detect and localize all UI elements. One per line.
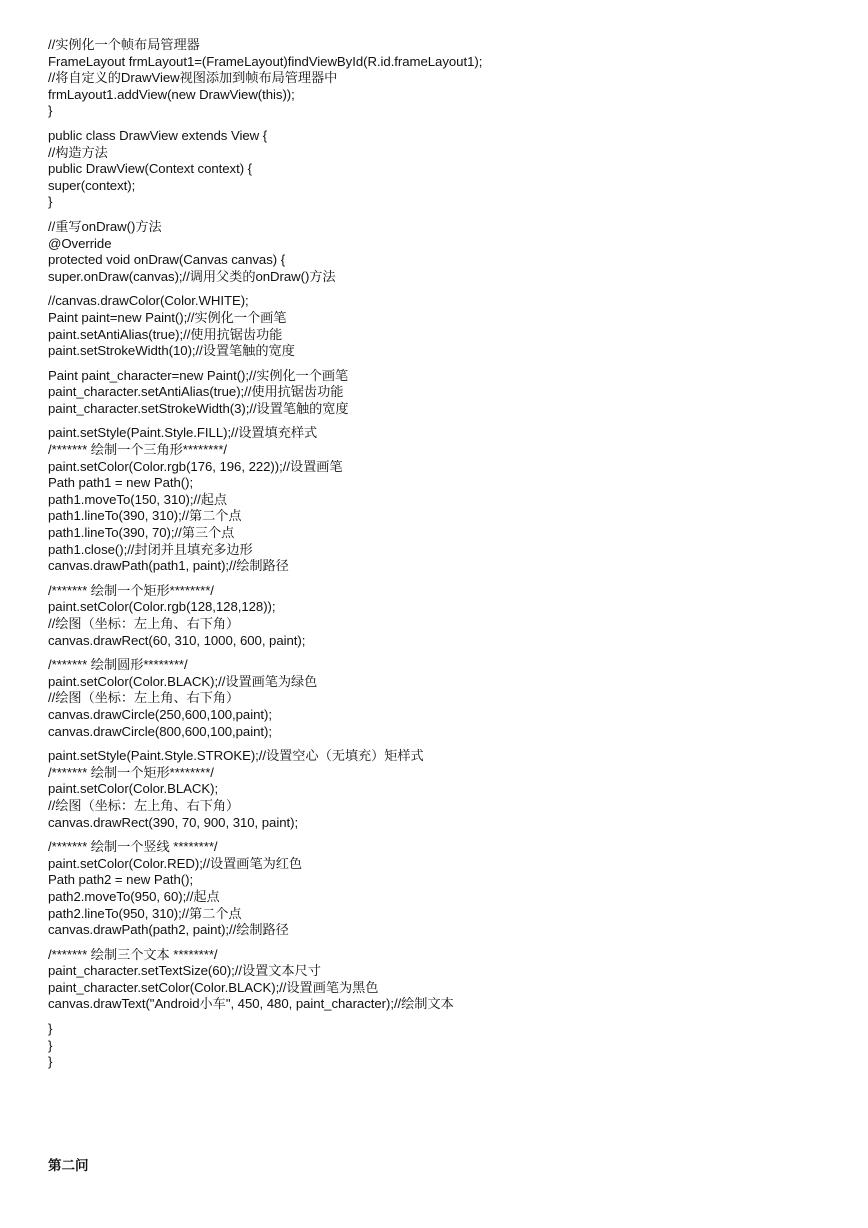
section-heading: 第二问 <box>48 1158 89 1173</box>
code-line: //绘图（坐标：左上角、右下角） <box>48 690 240 706</box>
code-line: } <box>48 103 53 119</box>
code-line: paint_character.setColor(Color.BLACK);//设置画笔为黑色 <box>48 979 379 995</box>
code-line: super(context); <box>48 177 136 193</box>
code-block <box>48 748 848 831</box>
code-line: Path path2 = new Path(); <box>48 872 194 888</box>
code-line: path1.lineTo(390, 310);//第二个点 <box>48 508 242 524</box>
code-line: path1.lineTo(390, 70);//第三个点 <box>48 525 235 541</box>
code-block <box>48 583 848 649</box>
code-block <box>48 657 848 740</box>
code-line: paint.setStrokeWidth(10);//设置笔触的宽度 <box>48 343 295 359</box>
code-line: paint_character.setAntiAlias(true);//使用抗锯齿功能 <box>48 384 344 400</box>
code-line: //重写onDraw()方法 <box>48 218 162 234</box>
code-block <box>48 368 848 418</box>
code-line: @Override <box>48 235 112 251</box>
code-line: frmLayout1.addView(new DrawView(this)); <box>48 86 295 102</box>
code-line: path2.lineTo(950, 310);//第二个点 <box>48 905 242 921</box>
code-line: path2.moveTo(950, 60);//起点 <box>48 888 220 904</box>
code-line: Paint paint_character=new Paint();//实例化一个画笔 <box>48 367 349 383</box>
code-block <box>48 219 848 285</box>
code-line: paint_character.setStrokeWidth(3);//设置笔触的宽度 <box>48 400 349 416</box>
code-line: } <box>48 194 53 210</box>
code-line: public DrawView(Context context) { <box>48 161 253 177</box>
code-line: } <box>48 1021 53 1037</box>
code-line: //canvas.drawColor(Color.WHITE); <box>48 293 249 309</box>
code-line: paint.setColor(Color.rgb(128,128,128)); <box>48 599 276 615</box>
code-line: paint.setColor(Color.BLACK); <box>48 781 219 797</box>
code-line: canvas.drawPath(path2, paint);//绘制路径 <box>48 922 289 938</box>
code-line: /******* 绘制一个矩形********/ <box>48 764 214 780</box>
code-line: /******* 绘制三个文本 ********/ <box>48 946 218 962</box>
code-line: /******* 绘制一个三角形********/ <box>48 442 228 458</box>
code-line: protected void onDraw(Canvas canvas) { <box>48 252 286 268</box>
code-block <box>48 947 848 1013</box>
code-listing <box>48 37 848 1079</box>
code-block <box>48 425 848 574</box>
code-block <box>48 293 848 359</box>
code-line: //绘图（坐标：左上角、右下角） <box>48 797 240 813</box>
code-line: paint.setColor(Color.BLACK);//设置画笔为绿色 <box>48 673 318 689</box>
code-line: } <box>48 1037 53 1053</box>
code-line: Path path1 = new Path(); <box>48 475 194 491</box>
code-line: //将自定义的DrawView视图添加到帧布局管理器中 <box>48 70 338 86</box>
code-line: path1.close();//封闭并且填充多边形 <box>48 541 253 557</box>
code-line: canvas.drawRect(390, 70, 900, 310, paint); <box>48 814 299 830</box>
code-line: //绘图（坐标：左上角、右下角） <box>48 616 240 631</box>
code-line: } <box>48 1054 53 1070</box>
code-line: paint.setStyle(Paint.Style.FILL);//设置填充样式 <box>48 425 318 441</box>
code-line: /******* 绘制圆形********/ <box>48 657 188 673</box>
code-line: /******* 绘制一个竖线 ********/ <box>48 839 218 855</box>
code-block <box>48 128 848 211</box>
code-line: canvas.drawRect(60, 310, 1000, 600, paint); <box>48 632 306 648</box>
code-line: //构造方法 <box>48 144 108 160</box>
code-line: paint_character.setTextSize(60);//设置文本尺寸 <box>48 963 321 979</box>
code-line: super.onDraw(canvas);//调用父类的onDraw()方法 <box>48 268 336 284</box>
code-line: Paint paint=new Paint();//实例化一个画笔 <box>48 309 287 325</box>
code-line: FrameLayout frmLayout1=(FrameLayout)findViewById(R.id.frameLayout1); <box>48 53 483 69</box>
code-line: canvas.drawCircle(250,600,100,paint); <box>48 706 272 722</box>
code-block <box>48 37 848 120</box>
code-line: canvas.drawPath(path1, paint);//绘制路径 <box>48 558 289 574</box>
code-line: //实例化一个帧布局管理器 <box>48 37 200 52</box>
code-line: canvas.drawCircle(800,600,100,paint); <box>48 723 272 739</box>
code-line: path1.moveTo(150, 310);//起点 <box>48 491 227 507</box>
code-line: paint.setAntiAlias(true);//使用抗锯齿功能 <box>48 326 283 342</box>
code-line: paint.setColor(Color.RED);//设置画笔为红色 <box>48 855 302 871</box>
code-line: public class DrawView extends View { <box>48 127 268 143</box>
code-block <box>48 1021 848 1071</box>
code-line: /******* 绘制一个矩形********/ <box>48 582 214 598</box>
code-line: paint.setStyle(Paint.Style.STROKE);//设置空心（无填充）矩样式 <box>48 748 424 764</box>
code-block <box>48 839 848 939</box>
code-line: canvas.drawText("Android小车", 450, 480, paint_character);//绘制文本 <box>48 996 454 1012</box>
code-line: paint.setColor(Color.rgb(176, 196, 222));//设置画笔 <box>48 458 343 474</box>
